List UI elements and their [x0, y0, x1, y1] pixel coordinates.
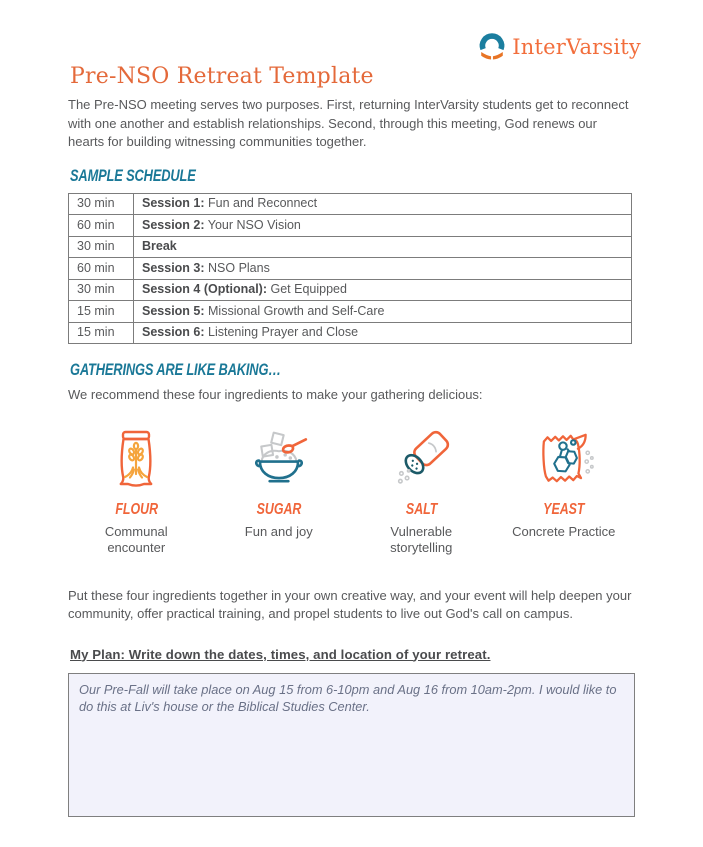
session-detail: Missional Growth and Self-Care [204, 303, 385, 318]
session-label: Session 6: [142, 325, 205, 339]
baking-heading: GATHERINGS ARE LIKE BAKING… [70, 361, 282, 379]
schedule-row [69, 279, 632, 301]
session-cell [134, 301, 632, 323]
session-cell [134, 322, 632, 344]
salt-shaker-icon [350, 422, 493, 492]
ingredient-flour [65, 422, 208, 556]
ingredients-row [65, 422, 635, 556]
intervarsity-logo [477, 28, 641, 65]
session-cell [134, 279, 632, 301]
schedule-table [68, 193, 632, 345]
baking-intro: We recommend these four ingredients to make your gathering delicious: [68, 387, 483, 402]
intro-paragraph: The Pre-NSO meeting serves two purposes. First, returning InterVarsity students get to reconnect with one another and establish relationships. Second, through this meeting, God renews our hearts for building witnessing communities together. [68, 97, 629, 149]
session-label: Session 1: [142, 196, 205, 210]
duration-cell: 30 min [69, 193, 134, 215]
yeast-packet-icon [493, 422, 636, 492]
intervarsity-arch-icon [477, 28, 507, 65]
schedule-row [69, 301, 632, 323]
session-cell [134, 193, 632, 215]
duration-cell: 60 min [69, 215, 134, 237]
session-label: Session 5: [142, 303, 205, 318]
session-cell [134, 215, 632, 237]
session-detail: Your NSO Vision [204, 217, 301, 232]
duration-cell: 15 min [69, 301, 134, 323]
duration-cell: 15 min [69, 322, 134, 344]
flour-description: Communal encounter [104, 523, 168, 555]
session-label: Break [142, 239, 177, 253]
session-label: Session 4 (Optional): [142, 282, 268, 296]
duration-cell: 30 min [69, 236, 134, 258]
schedule-row [69, 258, 632, 280]
sugar-label: SUGAR [256, 500, 302, 518]
ingredient-salt [350, 422, 493, 556]
session-cell [134, 236, 632, 258]
flour-bag-icon [65, 422, 208, 492]
schedule-row [69, 322, 632, 344]
yeast-label: YEAST [543, 500, 585, 518]
schedule-row [69, 215, 632, 237]
sample-schedule-heading: SAMPLE SCHEDULE [70, 166, 196, 185]
schedule-row [69, 193, 632, 215]
my-plan-heading: My Plan: Write down the dates, times, and location of your retreat. [70, 646, 491, 662]
sugar-description: Fun and joy [244, 523, 313, 539]
duration-cell: 60 min [69, 258, 134, 280]
session-label: Session 2: [142, 217, 205, 232]
session-cell [134, 258, 632, 280]
session-detail: NSO Plans [204, 260, 270, 275]
ingredient-sugar [208, 422, 351, 556]
session-detail: Fun and Reconnect [204, 196, 318, 210]
duration-cell: 30 min [69, 279, 134, 301]
session-label: Session 3: [142, 260, 205, 275]
salt-label: SALT [405, 500, 437, 518]
yeast-description: Concrete Practice [512, 523, 616, 539]
sugar-bowl-icon [208, 422, 351, 492]
salt-description: Vulnerable storytelling [390, 523, 453, 555]
schedule-row [69, 236, 632, 258]
session-detail: Listening Prayer and Close [204, 325, 359, 339]
plan-notes-input[interactable] [68, 673, 635, 817]
page-title: Pre-NSO Retreat Template [70, 64, 374, 89]
baking-outro: Put these four ingredients together in your own creative way, and your event will help deepen your community, offer practical training, and propel students to live out God's call on campus. [68, 587, 632, 621]
logo-brand-text: InterVarsity [512, 34, 641, 59]
ingredient-yeast [493, 422, 636, 556]
session-detail: Get Equipped [267, 282, 347, 296]
flour-label: FLOUR [114, 500, 158, 518]
